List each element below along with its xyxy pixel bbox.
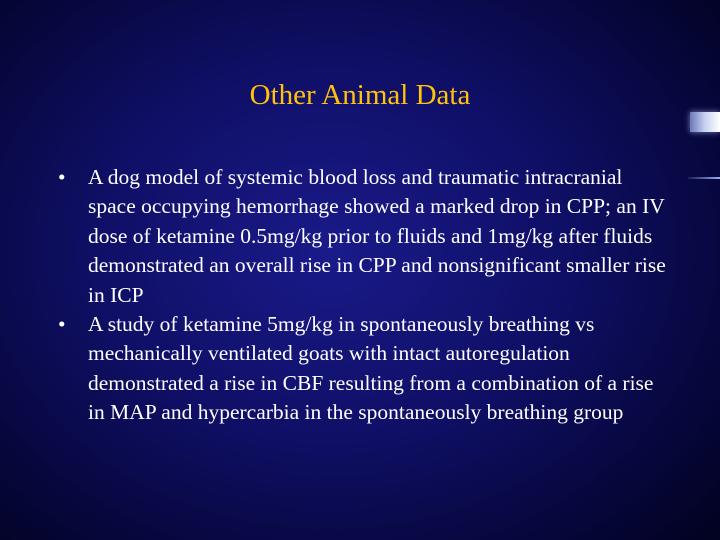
decorative-bar: [690, 112, 720, 132]
bullet-text: A dog model of systemic blood loss and traumatic intracranial space occupying hemorrhage showed a marked drop in CPP; an IV dose of ketamine 0.5mg/kg prior to fluids and 1mg/kg after fluids demonstrated an overall rise in CPP and nonsignificant smaller rise in ICP: [88, 165, 666, 307]
decorative-line: [688, 177, 720, 179]
bullet-list: [58, 163, 666, 428]
bullet-text: A study of ketamine 5mg/kg in spontaneously breathing vs mechanically ventilated goats with intact autoregulation demonstrated a rise in CBF resulting from a combination of a rise in MAP and hypercarbia in the spontaneously breathing group: [88, 312, 654, 425]
bullet-marker: •: [58, 165, 66, 189]
bullet-marker: •: [58, 312, 66, 337]
bullet-item: [58, 163, 666, 310]
bullet-item: [58, 310, 666, 428]
slide-title: Other Animal Data: [249, 79, 471, 111]
